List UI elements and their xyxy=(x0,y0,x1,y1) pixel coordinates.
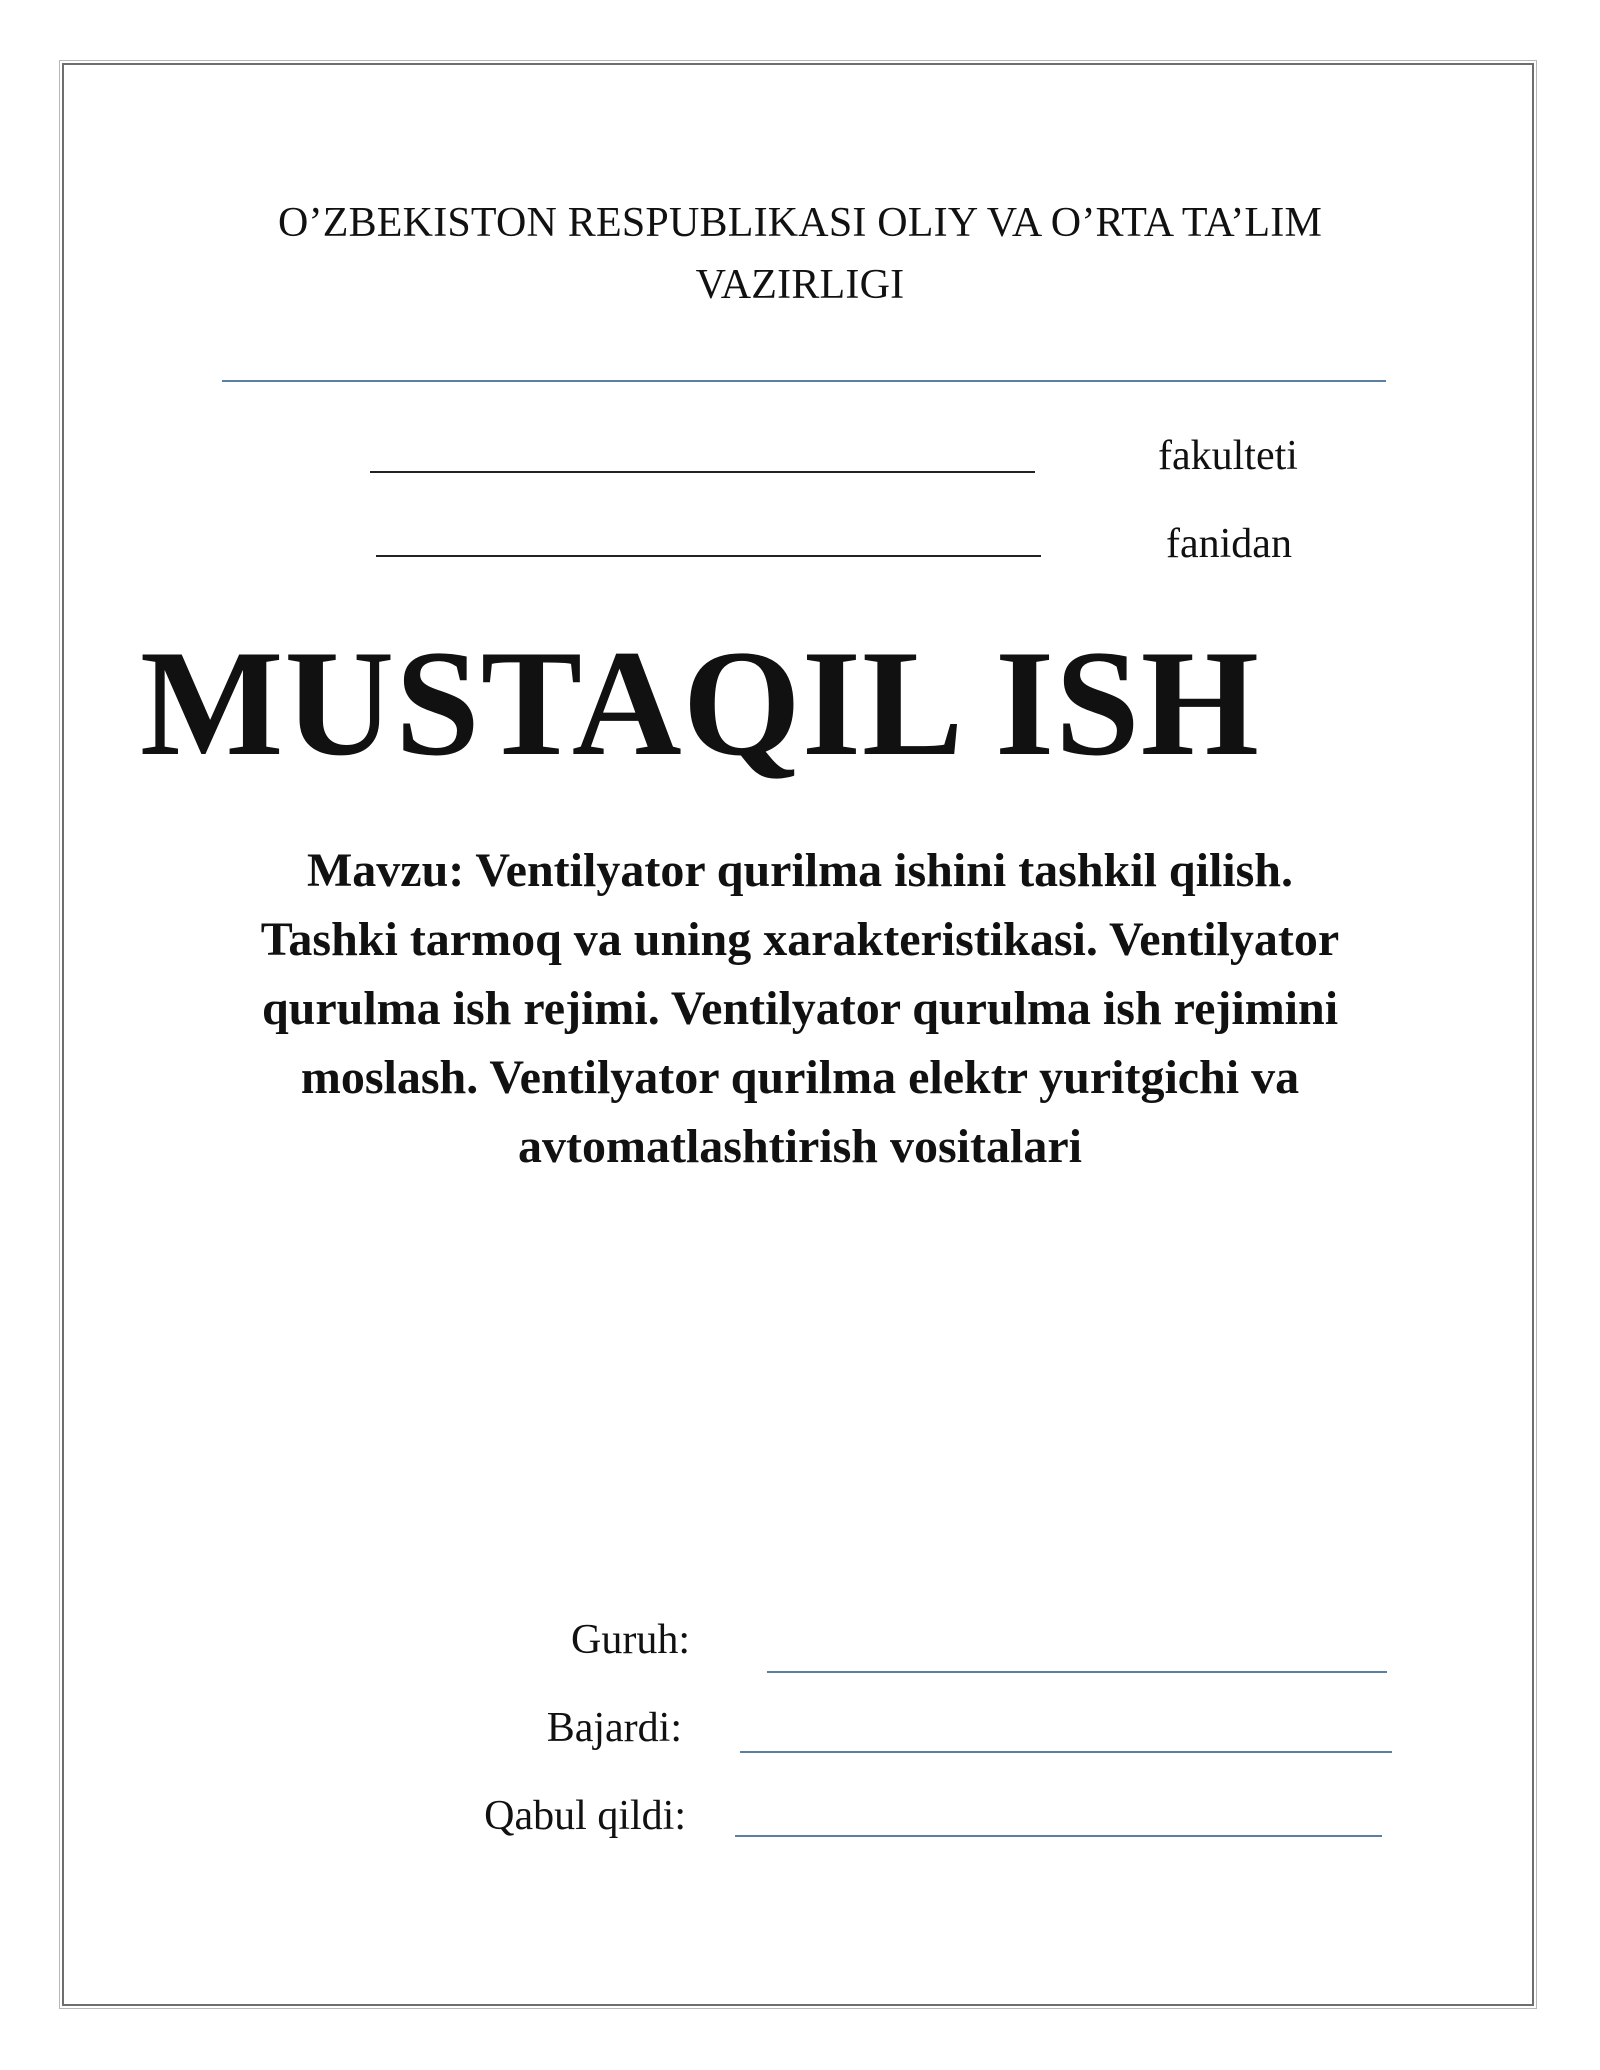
topic-line-5: avtomatlashtirish vositalari xyxy=(518,1120,1082,1173)
faculty-suffix: fakulteti xyxy=(1158,433,1298,479)
topic-line-4: moslash. Ventilyator qurilma elektr yuritgichi va xyxy=(300,1051,1300,1104)
done-by-blank-line[interactable] xyxy=(740,1751,1392,1753)
group-blank-line[interactable] xyxy=(767,1671,1387,1673)
university-blank-line[interactable] xyxy=(222,380,1386,382)
ministry-line-1: O’ZBEKISTON RESPUBLIKASI OLIY VA O’RTA TA’LIM xyxy=(278,200,1322,246)
done-by-label: Bajardi: xyxy=(546,1705,682,1751)
topic-line-3: qurulma ish rejimi. Ventilyator qurulma ish rejimini xyxy=(261,982,1339,1035)
faculty-blank-line[interactable] xyxy=(370,471,1035,473)
accepted-by-blank-line[interactable] xyxy=(735,1835,1382,1837)
ministry-line-2: VAZIRLIGI xyxy=(695,262,905,308)
document-title: MUSTAQIL ISH xyxy=(140,619,1260,787)
topic-line-1: Mavzu: Ventilyator qurilma ishini tashkil qilish. xyxy=(307,844,1293,897)
group-label: Guruh: xyxy=(571,1617,690,1663)
ministry-heading xyxy=(160,192,1440,316)
subject-blank-line[interactable] xyxy=(376,555,1041,557)
topic-block xyxy=(170,836,1430,1181)
subject-suffix: fanidan xyxy=(1166,521,1292,567)
accepted-by-label: Qabul qildi: xyxy=(484,1793,686,1839)
topic-line-2: Tashki tarmoq va uning xarakteristikasi. Ventilyator xyxy=(260,913,1340,966)
